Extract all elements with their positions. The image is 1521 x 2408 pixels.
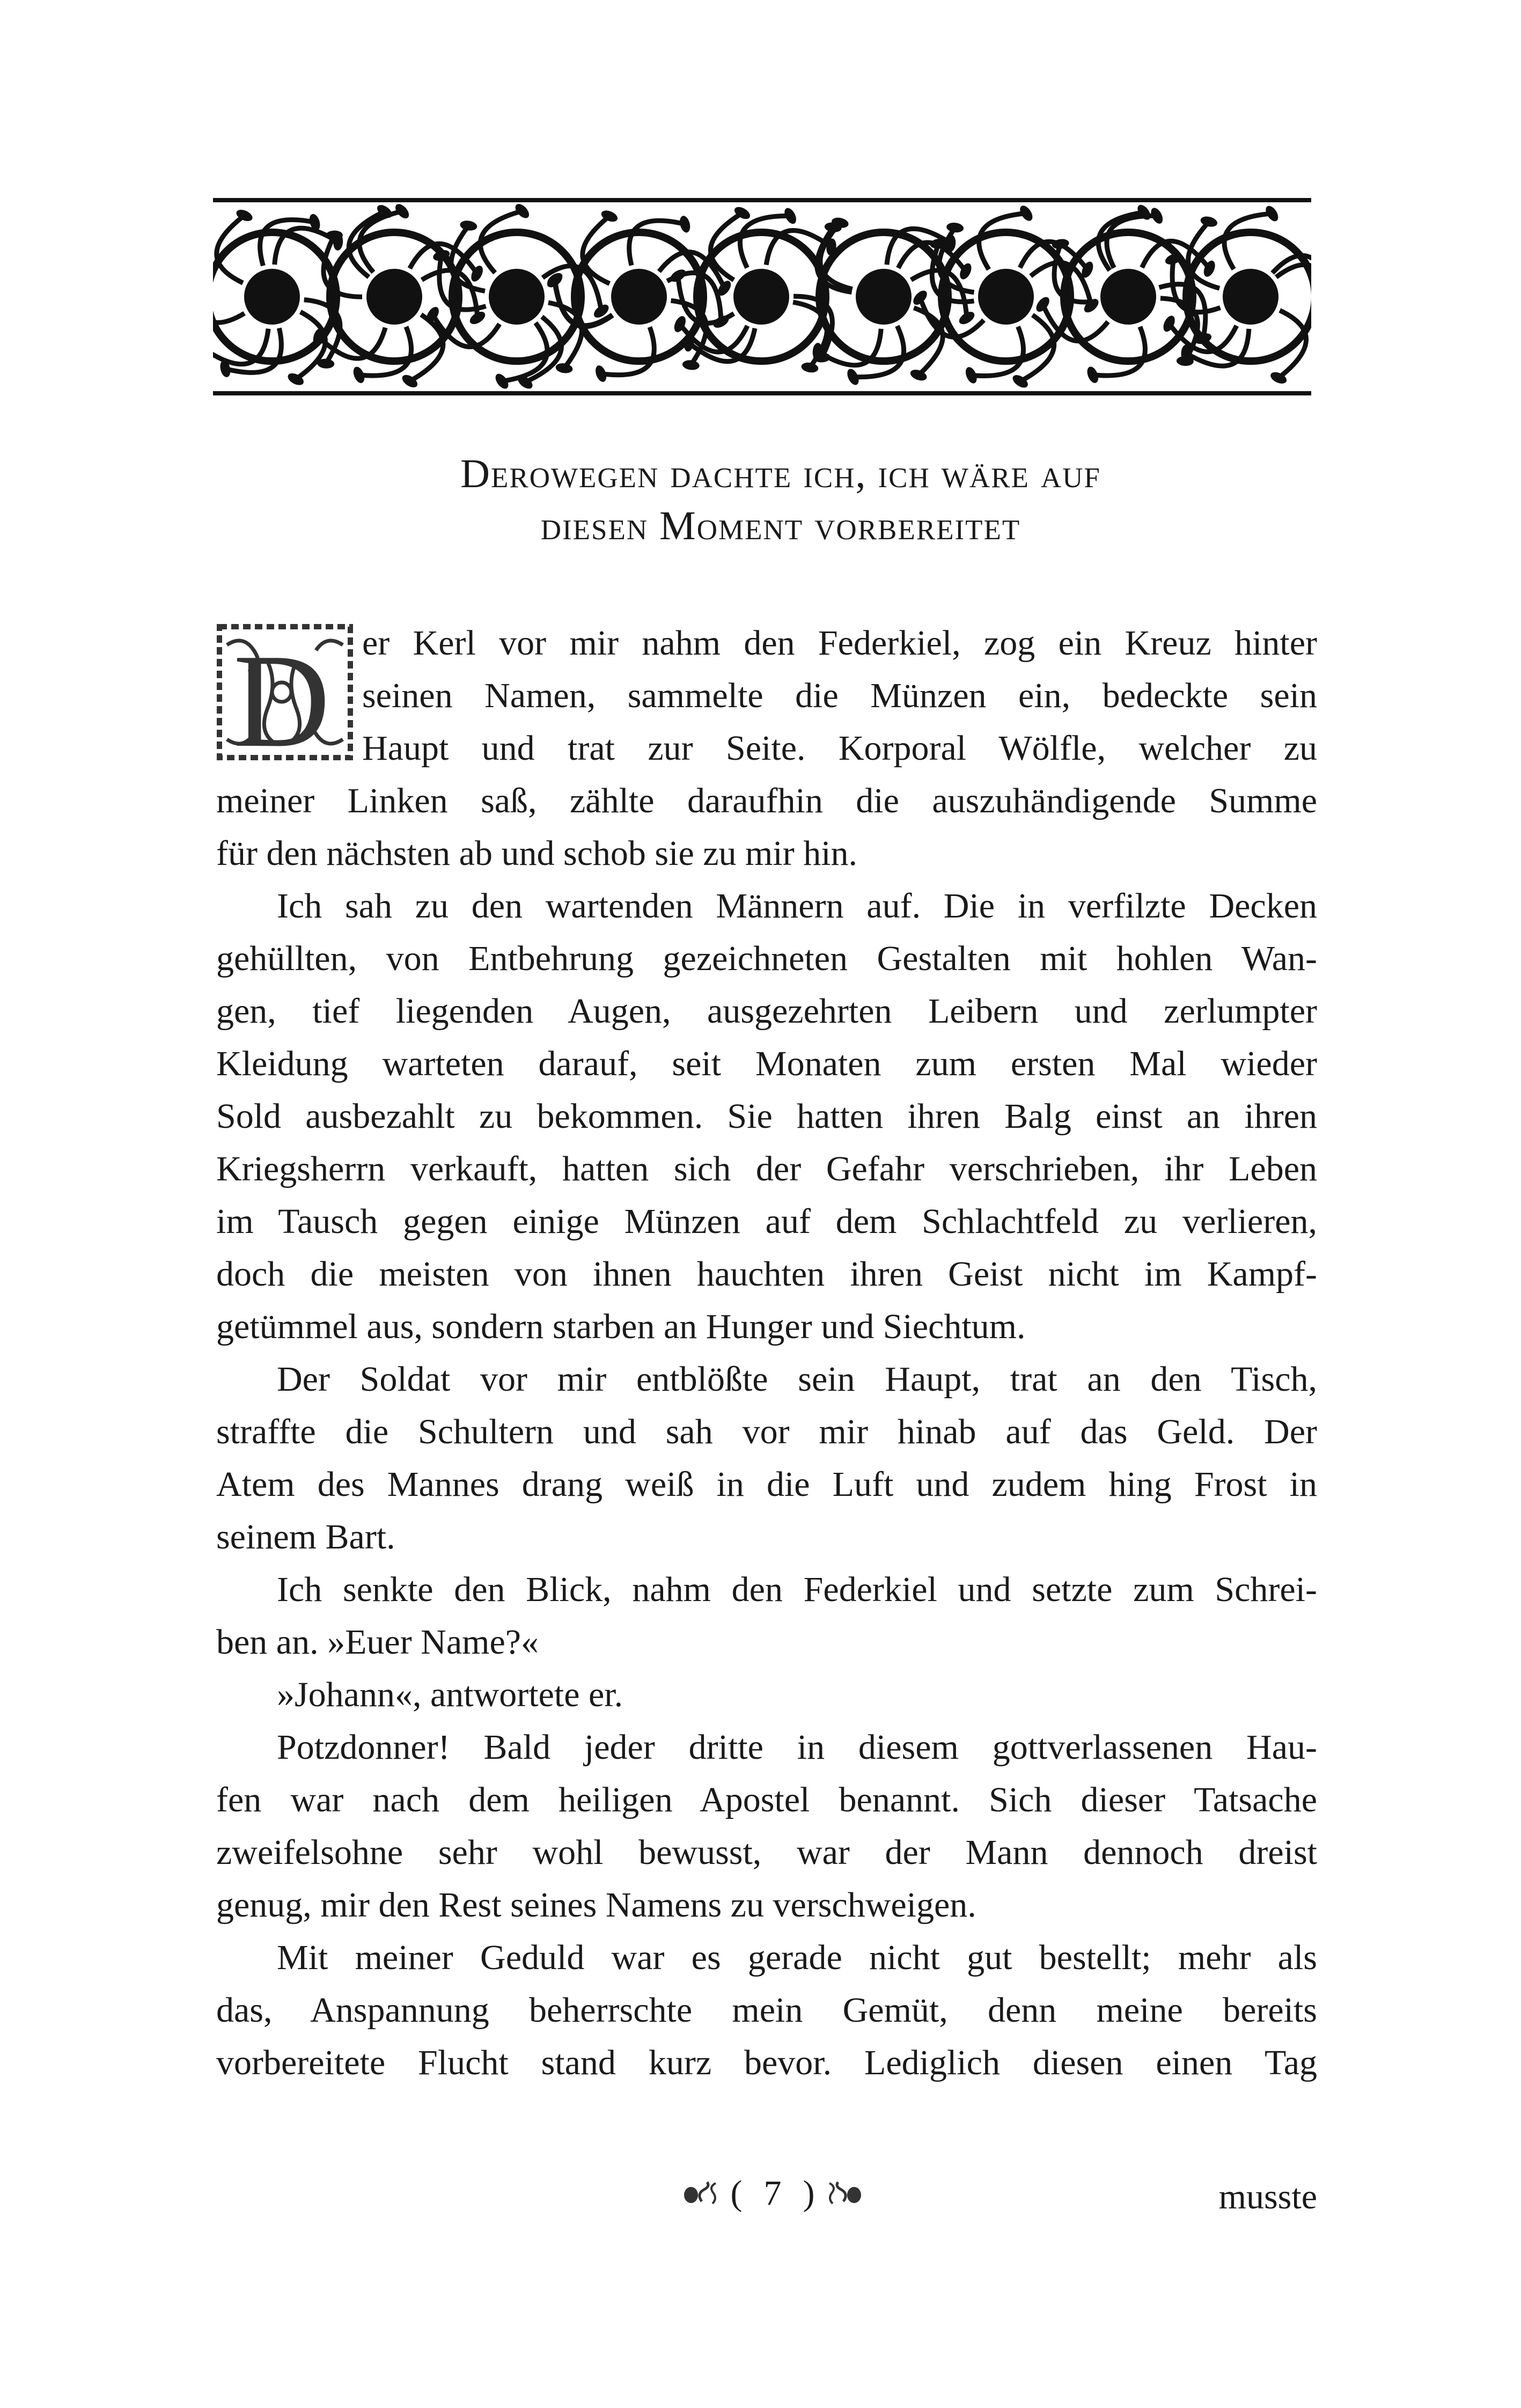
fleuron-right-icon: [820, 2180, 863, 2207]
ornament-scroll: [979, 214, 1026, 270]
text-line: zweifelsohne sehr wohl bewusst, war der Mann dennoch dreist: [216, 1833, 1317, 1872]
text-line: gen, tief liegenden Augen, ausgezehrten Leibern und zerlumpter: [216, 992, 1317, 1031]
text-line: Sold ausbezahlt zu bekommen. Sie hatten ihren Balg einst an ihren: [216, 1097, 1317, 1136]
text-line: doch die meisten von ihnen hauchten ihren Geist nicht im Kampf-: [216, 1254, 1317, 1294]
text-line: »Johann«, antwortete er.: [277, 1675, 623, 1714]
ornament-scroll: [1223, 269, 1278, 325]
ornament-scroll: [800, 361, 819, 373]
ornament-scroll: [1034, 295, 1052, 314]
ornament-scroll: [611, 269, 667, 325]
catchword: musste: [1218, 2177, 1317, 2216]
fleuron-left-icon: [682, 2180, 725, 2207]
ornament-scroll: [1224, 214, 1272, 269]
text-line: Mit meiner Geduld war es gerade nicht gut bestellt; mehr als: [277, 1938, 1317, 1977]
text-line: seinem Bart.: [216, 1517, 395, 1557]
page-number-value: 7: [763, 2174, 782, 2213]
text-line: ben an. »Euer Name?«: [216, 1623, 539, 1662]
ornament-scroll: [1107, 216, 1157, 268]
text-line: er Kerl vor mir nahm den Federkiel, zog ein Kreuz hinter: [362, 623, 1317, 663]
text-line: Ich senkte den Blick, nahm den Federkiel und setzte zum Schrei-: [277, 1570, 1317, 1609]
text-line: Potzdonner! Bald jeder dritte in diesem gottverlassenen Hau-: [277, 1728, 1317, 1767]
text-line: Kriegsherrn verkauft, hatten sich der Gefahr verschrieben, ihr Leben: [216, 1149, 1317, 1188]
text-line: im Tausch gegen einige Münzen auf dem Schlachtfeld zu verlieren,: [216, 1202, 1317, 1241]
text-line: Ich sah zu den wartenden Männern auf. Die in verfilzte Decken: [277, 886, 1317, 926]
ornament-scroll: [366, 269, 422, 325]
ornament-scroll: [678, 215, 692, 234]
ornament-scroll: [555, 362, 573, 375]
text-line: meiner Linken saß, zählte daraufhin die auszuhändigende Summe: [216, 781, 1317, 820]
text-line: Kleidung warteten darauf, seit Monaten zum ersten Mal wieder: [216, 1044, 1317, 1083]
ornament-scroll: [682, 359, 700, 371]
text-line: vorbereitete Flucht stand kurz bevor. Lediglich diesen einen Tag: [216, 2043, 1317, 2082]
close-paren: ): [803, 2174, 815, 2213]
ornament-scroll: [459, 219, 477, 232]
text-line: genug, mir den Rest seines Namens zu verschweigen.: [216, 1885, 976, 1925]
text-line: straffte die Schultern und sah vor mir hinab auf das Geld. Der: [216, 1412, 1317, 1451]
page-number: [665, 2176, 880, 2211]
text-line: seinen Namen, sammelte die Münzen ein, bedeckte sein: [362, 676, 1317, 715]
decorative-header-ornament-icon: [213, 198, 1311, 395]
ornament-scroll: [244, 269, 300, 325]
text-line: das, Anspannung beherrschte mein Gemüt, denn meine bereits: [216, 1991, 1317, 2030]
ornament-scroll: [489, 269, 545, 325]
ornament-scroll: [1100, 269, 1156, 325]
ornament-scroll: [946, 222, 964, 233]
text-line: getümmel aus, sondern starben an Hunger und Siechtum.: [216, 1307, 1026, 1346]
body-text: [216, 617, 1317, 2089]
text-line: Haupt und trat zur Seite. Korporal Wölfle, welcher zu: [362, 729, 1317, 768]
ornament-scroll: [733, 269, 789, 325]
text-line: Atem des Mannes drang weiß in die Luft und zudem hing Frost in: [216, 1465, 1317, 1504]
chapter-title-line-2: diesen Moment vorbereitet: [540, 503, 1021, 548]
text-line: für den nächsten ab und schob sie zu mir hin.: [216, 834, 858, 873]
text-line: gehüllten, von Entbehrung gezeichneten Gestalten mit hohlen Wan-: [216, 939, 1317, 978]
text-line: Der Soldat vor mir entblößte sein Haupt, trat an den Tisch,: [277, 1360, 1317, 1399]
open-paren: (: [730, 2174, 743, 2213]
ornament-scroll: [856, 269, 912, 325]
ornament-scroll: [978, 269, 1034, 325]
text-line: fen war nach dem heiligen Apostel benannt. Sich dieser Tatsache: [216, 1780, 1317, 1819]
svg-text:D: D: [233, 627, 330, 761]
chapter-title-line-1: Derowegen dachte ich, ich wäre auf: [460, 451, 1101, 496]
